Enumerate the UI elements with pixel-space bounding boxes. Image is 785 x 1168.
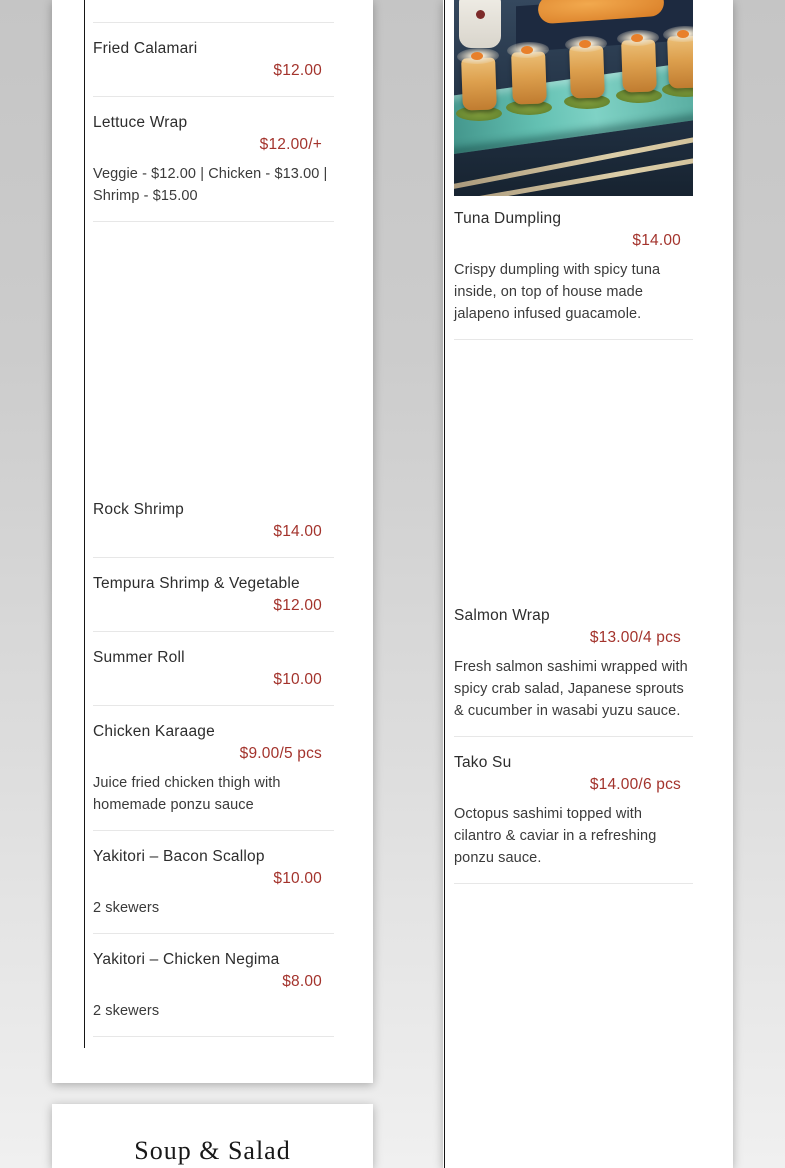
item-name: Lettuce Wrap: [93, 114, 188, 131]
item-price: $14.00/6 pcs: [589, 776, 681, 793]
appetizers-menu-card: [52, 0, 373, 1083]
item-description: Fresh salmon sashimi wrapped with spicy crab salad, Japanese sprouts & cucumber in wasabi yuzu sauce.: [454, 659, 688, 719]
item-description: Crispy dumpling with spicy tuna inside, on top of house made jalapeno infused guacamole.: [454, 262, 661, 322]
card-left-rule: [444, 0, 445, 1168]
unloaded-image-placeholder: [454, 340, 693, 590]
menu-item-yakitori-chicken-negima: [93, 934, 334, 1037]
menu-item-lettuce-wrap: [93, 97, 334, 222]
menu-item-rock-shrimp: [93, 484, 334, 558]
item-name: Summer Roll: [93, 649, 185, 666]
item-price: $8.00: [282, 973, 322, 990]
item-price: $12.00/+: [259, 136, 322, 153]
soup-salad-menu-card: [52, 1104, 373, 1168]
section-title: Soup & Salad: [134, 1136, 291, 1165]
item-description: 2 skewers: [93, 900, 160, 916]
item-name: Chicken Karaage: [93, 723, 215, 740]
chopstick-graphic: [454, 151, 693, 196]
item-description: Octopus sashimi topped with cilantro & caviar in a refreshing ponzu sauce.: [454, 806, 657, 866]
menu-item-tempura-shrimp-vegetable: [93, 558, 334, 632]
item-name: Tempura Shrimp & Vegetable: [93, 575, 300, 592]
item-name: Salmon Wrap: [454, 607, 550, 624]
card-left-rule: [84, 0, 85, 1048]
menu-item-tako-su: [454, 737, 693, 884]
menu-item-summer-roll: [93, 632, 334, 706]
item-description: Juice fried chicken thigh with homemade ponzu sauce: [93, 775, 281, 813]
item-name: Fried Calamari: [93, 40, 198, 57]
item-price: $13.00/4 pcs: [589, 629, 681, 646]
item-price: $9.00/5 pcs: [239, 745, 322, 762]
item-name: Rock Shrimp: [93, 501, 184, 518]
item-price: $12.00: [273, 62, 322, 79]
item-name: Yakitori – Chicken Negima: [93, 951, 280, 968]
menu-item-fried-calamari: [93, 23, 334, 97]
sashimi-menu-card: [443, 0, 733, 1168]
tuna-dumpling-photo[interactable]: [454, 0, 693, 196]
menu-item-tuna-dumpling: [454, 208, 693, 340]
menu-item-yakitori-bacon-scallop: [93, 831, 334, 934]
item-price: $14.00: [273, 523, 322, 540]
sake-cup-graphic: [459, 0, 501, 48]
item-name: Yakitori – Bacon Scallop: [93, 848, 265, 865]
item-name: Tuna Dumpling: [454, 210, 562, 227]
divider: [93, 0, 334, 23]
item-description: Veggie - $12.00 | Chicken - $13.00 | Shrimp - $15.00: [93, 166, 328, 204]
menu-item-chicken-karaage: [93, 706, 334, 831]
dumpling-graphic: [511, 51, 547, 104]
item-name: Tako Su: [454, 754, 512, 771]
item-price: $10.00: [273, 870, 322, 887]
item-price: $12.00: [273, 597, 322, 614]
item-description: 2 skewers: [93, 1003, 160, 1019]
cup-dot-graphic: [476, 10, 485, 19]
menu-item-salmon-wrap: [454, 590, 693, 737]
dumpling-graphic: [621, 39, 657, 92]
dumpling-graphic: [461, 57, 497, 110]
item-price: $14.00: [632, 232, 681, 249]
item-price: $10.00: [273, 671, 322, 688]
dumpling-graphic: [569, 45, 605, 98]
dumpling-graphic: [667, 35, 693, 88]
unloaded-image-placeholder: [93, 222, 334, 484]
